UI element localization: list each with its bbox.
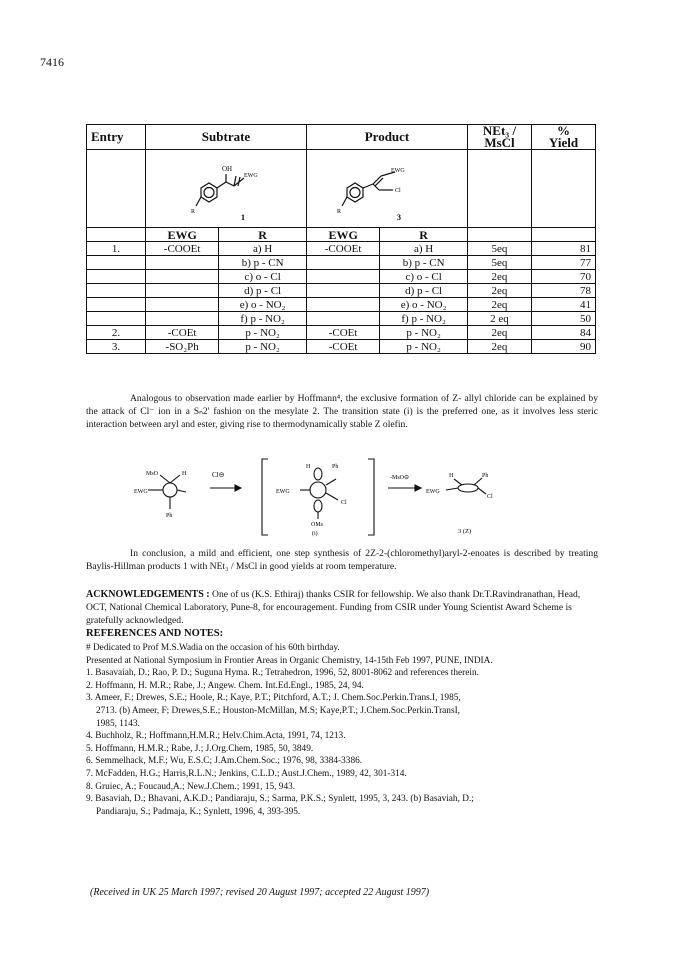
product-h-label: H <box>449 473 454 479</box>
reference-line: 3. Ameer, F.; Drewes, S.E.; Hoole, R.; Kaye, P.T.; Pitchford, A.T.; J. Chem.Soc.Perkin.Trans.I, 1985, <box>86 693 461 704</box>
reference-line: 7. McFadden, H.G.; Harris,R.L.N.; Jenkins, C.L.D.; Aust.J.Chem., 1989, 42, 301-314. <box>86 768 407 779</box>
paragraph-conclusion: In conclusion, a mild and efficient, one step synthesis of 2Z-2-(chloromethyl)aryl-2-enoates is described by treating Baylis-Hillman products 1 with NEt₃ / MsCl in good yields at room temperature. <box>86 548 598 572</box>
references-heading: REFERENCES AND NOTES: <box>86 628 224 639</box>
cell-entry <box>87 270 146 284</box>
cell-ewg-s <box>146 312 219 326</box>
product-structure-drawing <box>307 150 459 224</box>
cell-yield: 90 <box>532 340 596 354</box>
cell-ewg-s: -COEt <box>146 326 219 340</box>
table-header-row <box>87 125 596 150</box>
cell-ewg-p <box>306 256 379 270</box>
cell-ewg-s <box>146 298 219 312</box>
header-reagent-line1: NEt₃ / <box>482 123 517 138</box>
acknowledgements <box>86 588 598 627</box>
cell-r-s: p - NO₂ <box>219 340 307 354</box>
table-row <box>87 312 596 326</box>
reference-line: Presented at National Symposium in Frontier Areas in Organic Chemistry, 14-15th Feb 1997, PUNE, INDIA. <box>86 655 493 666</box>
cell-r-s: e) o - NO₂ <box>219 298 307 312</box>
header-entry: Entry <box>87 125 146 150</box>
cell-ewg-p <box>306 270 379 284</box>
substrate-ewg-label: EWG <box>244 173 258 179</box>
cell-ewg-s <box>146 284 219 298</box>
cell-ewg-p: -COEt <box>306 340 379 354</box>
header-product: Product <box>306 125 467 150</box>
cell-ewg-p <box>306 312 379 326</box>
newman-left <box>148 475 186 509</box>
paragraph-mechanism: Analogous to observation made earlier by Hoffmann⁴, the exclusive formation of Z- allyl chloride can be explained by the attack of Cl⁻ ion in a Sₙ2' fashion on the mesylate 2. The transition state (i) is the preferred one, as it involves less steric interaction between aryl and ester, giving rise to thermodynamically stable Z olefin. <box>86 393 598 430</box>
chloride-ion-label: Cl⊖ <box>212 471 225 479</box>
product-z-olefin <box>446 478 486 494</box>
product-ph-label: Ph <box>482 473 489 479</box>
table-row <box>87 242 596 256</box>
table-subheader-row <box>87 228 596 242</box>
cell-reagent: 2eq <box>468 298 532 312</box>
ts-ewg-label: EWG <box>276 489 290 495</box>
cell-r-p: f) p - NO₂ <box>380 312 468 326</box>
cell-ewg-s: -COOEt <box>146 242 219 256</box>
reference-line: 5. Hoffmann, H.M.R.; Rabe, J.; J.Org.Chem, 1985, 50, 3849. <box>86 743 314 754</box>
ts-cl-label: Cl <box>341 500 347 506</box>
subheader-substrate-ewg: EWG <box>146 228 219 242</box>
substrate-r-label: R <box>191 209 196 215</box>
product-cl-label: Cl <box>394 188 401 194</box>
mechanism-scheme <box>134 455 560 545</box>
left-ewg-label: EWG <box>134 489 148 495</box>
cell-entry <box>87 298 146 312</box>
structure-row <box>87 150 596 228</box>
cell-yield: 70 <box>532 270 596 284</box>
reference-line: 2713. (b) Ameer, F; Drewes,S.E.; Houston-McMillan, M.S; Kaye,P.T.; J.Chem.Soc.Perkin.TransI, <box>96 705 460 716</box>
cell-ewg-s <box>146 256 219 270</box>
ts-h-label: H <box>306 464 311 470</box>
substrate-structure-drawing <box>146 150 298 224</box>
cell-r-p: e) o - NO₂ <box>380 298 468 312</box>
arrow-2 <box>388 485 421 491</box>
ts-ph-label: Ph <box>332 464 339 470</box>
reference-line: 6. Semmelhack, M.F.; Wu, E.S.C; J.Am.Chem.Soc.; 1976, 98, 3384-3386. <box>86 756 363 767</box>
header-yield-line1: % <box>557 123 570 138</box>
reference-line: 9. Basaviah, D.; Bhavani, A.K.D.; Pandiaraju, S.; Sarma, P.K.S.; Synlett, 1995, 3, 243. (b) Basaviah, D.; <box>86 794 474 805</box>
left-mso-label: MsO <box>146 471 159 477</box>
cell-r-p: p - NO₂ <box>380 326 468 340</box>
ack-heading: ACKNOWLEDGEMENTS : <box>86 589 210 600</box>
product-3z-label: 3 (Z) <box>458 528 472 535</box>
reference-line: # Dedicated to Prof M.S.Wadia on the occasion of his 60th birthday. <box>86 643 340 653</box>
subheader-product-ewg: EWG <box>306 228 379 242</box>
substrate-structure <box>146 150 307 228</box>
cell-reagent: 2eq <box>468 284 532 298</box>
table-row <box>87 270 596 284</box>
cell-yield: 77 <box>532 256 596 270</box>
table-row <box>87 340 596 354</box>
cell-reagent: 5eq <box>468 242 532 256</box>
cell-reagent: 5eq <box>468 256 532 270</box>
ts-label: (i) <box>312 531 318 537</box>
cell-yield: 41 <box>532 298 596 312</box>
cell-entry: 3. <box>87 340 146 354</box>
reference-line: 8. Gruiec, A.; Foucaud,A.; New.J.Chem.; 1991, 15, 943. <box>86 781 296 792</box>
table-body <box>87 242 596 354</box>
product-ewg-scheme-label: EWG <box>426 489 440 495</box>
transition-state <box>300 468 338 519</box>
cell-r-p: c) o - Cl <box>380 270 468 284</box>
header-substrate: Subtrate <box>146 125 307 150</box>
reference-line: 1. Basavaiah, D.; Rao, P. D.; Suguna Hyma. R.; Tetrahedron, 1996, 52, 8001-8062 and references therein. <box>86 668 479 679</box>
cell-ewg-p: -COOEt <box>306 242 379 256</box>
results-table <box>86 124 596 354</box>
cell-r-s: f) p - NO₂ <box>219 312 307 326</box>
product-cl-scheme-label: Cl <box>487 494 493 500</box>
left-h-label: H <box>182 471 187 477</box>
cell-entry: 2. <box>87 326 146 340</box>
table-row <box>87 256 596 270</box>
table-row <box>87 326 596 340</box>
table-row <box>87 298 596 312</box>
cell-r-p: a) H <box>380 242 468 256</box>
cell-r-s: c) o - Cl <box>219 270 307 284</box>
header-reagent <box>468 125 532 150</box>
header-reagent-line2: MsCl <box>484 135 515 150</box>
subheader-product-r: R <box>380 228 468 242</box>
product-structure <box>306 150 467 228</box>
cell-entry <box>87 312 146 326</box>
received-dates: (Received in UK 25 March 1997; revised 20 August 1997; accepted 22 August 1997) <box>90 887 430 898</box>
cell-yield: 50 <box>532 312 596 326</box>
cell-yield: 78 <box>532 284 596 298</box>
table-row <box>87 284 596 298</box>
arrow-2-label: -MsO⊖ <box>390 475 410 481</box>
substrate-oh-label: OH <box>222 165 233 173</box>
cell-ewg-p <box>306 284 379 298</box>
references-list <box>86 642 601 818</box>
cell-reagent: 2eq <box>468 326 532 340</box>
cell-ewg-p <box>306 298 379 312</box>
cell-ewg-s: -SO₂Ph <box>146 340 219 354</box>
reference-line: 4. Buchholz, R.; Hoffmann,H.M.R.; Helv.Chim.Acta, 1991, 74, 1213. <box>86 731 346 742</box>
cell-ewg-s <box>146 270 219 284</box>
reference-line: Pandiaraju, S.; Padmaja, K.; Synlett, 1996, 4, 393-395. <box>96 806 301 817</box>
cell-r-p: d) p - Cl <box>380 284 468 298</box>
cell-reagent: 2eq <box>468 340 532 354</box>
arrow-1 <box>210 485 241 491</box>
cell-r-p: b) p - CN <box>380 256 468 270</box>
reference-line: 1985, 1143. <box>96 718 140 729</box>
header-yield <box>532 125 596 150</box>
page-number: 7416 <box>40 55 64 69</box>
cell-ewg-p: -COEt <box>306 326 379 340</box>
cell-entry <box>87 284 146 298</box>
product-compound-number: 3 <box>396 213 401 222</box>
ts-oms-label: OMs <box>311 522 324 528</box>
header-yield-line2: Yield <box>548 135 579 150</box>
cell-yield: 84 <box>532 326 596 340</box>
cell-r-s: a) H <box>219 242 307 256</box>
product-ewg-label: EWG <box>390 168 405 174</box>
cell-entry <box>87 256 146 270</box>
cell-entry: 1. <box>87 242 146 256</box>
ack-text: One of us (K.S. Ethiraj) thanks CSIR for fellowship. We also thank Dr.T.Ravindranathan, Head, OCT, National Chemical Laboratory, Pune-8, for encouragement. Funding from CSIR under Young Scientist Award Scheme is gratefully acknowledged. <box>86 589 581 626</box>
cell-reagent: 2 eq <box>468 312 532 326</box>
left-ph-label: Ph <box>166 513 173 519</box>
cell-r-s: p - NO₂ <box>219 326 307 340</box>
cell-r-s: b) p - CN <box>219 256 307 270</box>
reference-line: 2. Hoffmann, H. M.R.; Rabe, J.; Angew. Chem. Int.Ed.Engl., 1985, 24, 94. <box>86 680 364 691</box>
cell-r-s: d) p - Cl <box>219 284 307 298</box>
substrate-compound-number: 1 <box>241 213 245 222</box>
product-r-label: R <box>336 209 341 215</box>
cell-r-p: p - NO₂ <box>380 340 468 354</box>
cell-reagent: 2eq <box>468 270 532 284</box>
subheader-substrate-r: R <box>219 228 307 242</box>
cell-yield: 81 <box>532 242 596 256</box>
